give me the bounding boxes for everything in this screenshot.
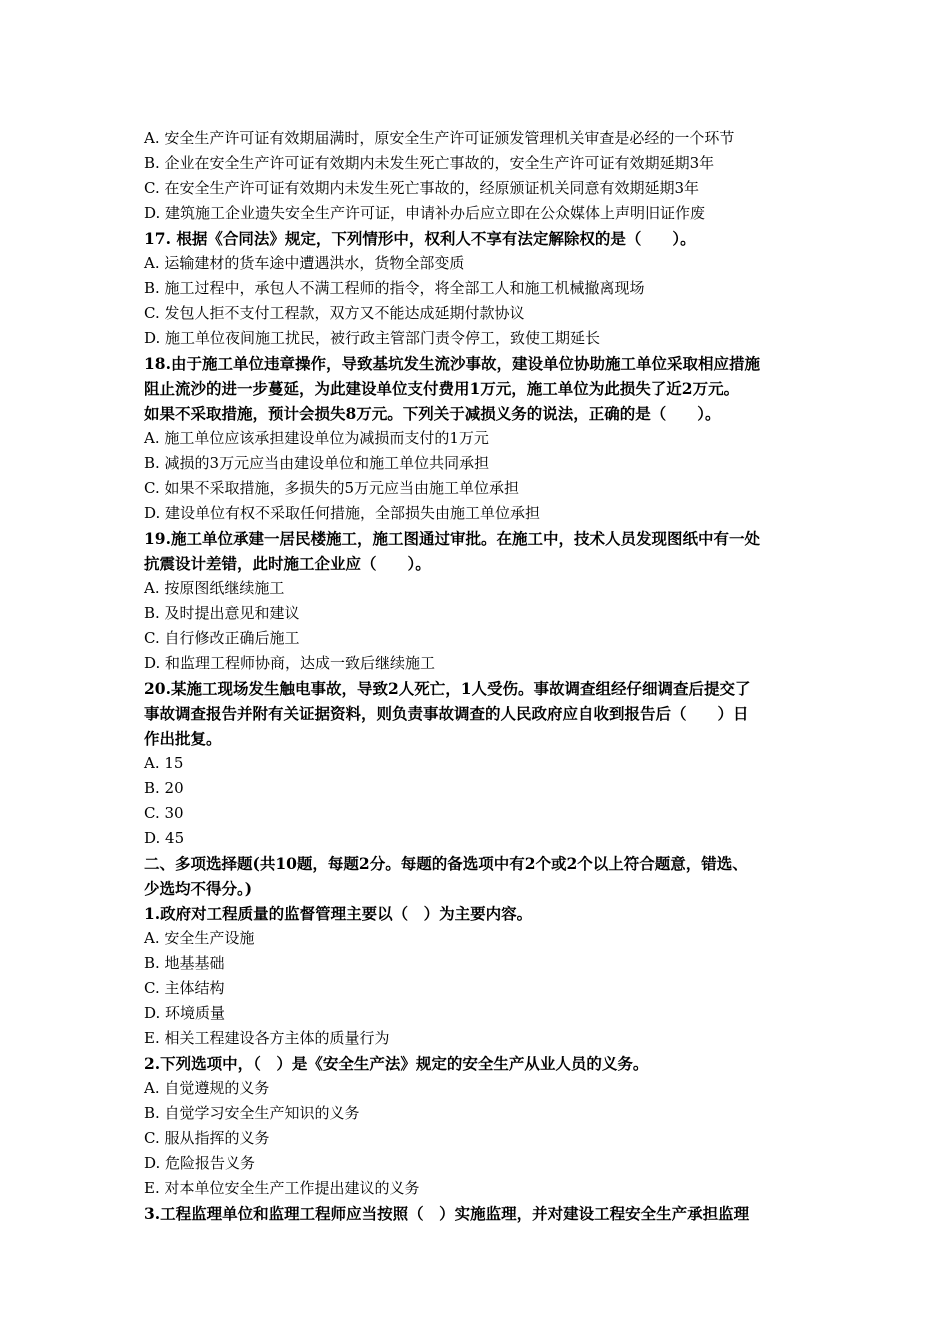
- answer-option: E. 对本单位安全生产工作提出建议的义务: [144, 1179, 420, 1197]
- question-text: 17. 根据《合同法》规定，下列情形中，权利人不享有法定解除权的是（ ）。: [144, 229, 696, 248]
- question-text: 作出批复。: [144, 729, 222, 748]
- section-heading: 二、多项选择题(共10题，每题2分。每题的备选项中有2个或2个以上符合题意，错选、: [144, 854, 748, 873]
- answer-option: D. 危险报告义务: [144, 1154, 256, 1172]
- answer-option: D. 建筑施工企业遗失安全生产许可证，申请补办后应立即在公众媒体上声明旧证作废: [144, 204, 706, 222]
- question-text: 20.某施工现场发生触电事故，导致2人死亡，1人受伤。事故调查组经仔细调查后提交了: [144, 679, 751, 698]
- answer-option: C. 主体结构: [144, 979, 225, 997]
- answer-option: B. 自觉学习安全生产知识的义务: [144, 1104, 360, 1122]
- answer-option: C. 服从指挥的义务: [144, 1129, 270, 1147]
- answer-option: B. 及时提出意见和建议: [144, 604, 300, 622]
- answer-option: C. 30: [144, 804, 184, 822]
- question-text: 3.工程监理单位和监理工程师应当按照（ ）实施监理，并对建设工程安全生产承担监理: [144, 1204, 750, 1223]
- question-text: 19.施工单位承建一居民楼施工，施工图通过审批。在施工中，技术人员发现图纸中有一处: [144, 529, 760, 548]
- answer-option: C. 在安全生产许可证有效期内未发生死亡事故的，经原颁证机关同意有效期延期3年: [144, 179, 700, 197]
- question-text: 2.下列选项中，（ ）是《安全生产法》规定的安全生产从业人员的义务。: [144, 1054, 649, 1073]
- section-heading: 少选均不得分。): [144, 879, 253, 898]
- question-text: 18.由于施工单位违章操作，导致基坑发生流沙事故，建设单位协助施工单位采取相应措施: [144, 354, 760, 373]
- question-text: 事故调查报告并附有关证据资料，则负责事故调查的人民政府应自收到报告后（ ）日: [144, 704, 749, 723]
- answer-option: D. 施工单位夜间施工扰民，被行政主管部门责令停工，致使工期延长: [144, 329, 601, 347]
- answer-option: D. 45: [144, 829, 185, 847]
- question-text: 抗震设计差错，此时施工企业应（ ）。: [144, 554, 431, 573]
- answer-option: C. 如果不采取措施，多损失的5万元应当由施工单位承担: [144, 479, 520, 497]
- answer-option: C. 发包人拒不支付工程款，双方又不能达成延期付款协议: [144, 304, 525, 322]
- answer-option: A. 安全生产许可证有效期届满时，原安全生产许可证颁发管理机关审查是必经的一个环节: [144, 129, 735, 147]
- answer-option: A. 15: [144, 754, 184, 772]
- answer-option: D. 环境质量: [144, 1004, 226, 1022]
- answer-option: B. 减损的3万元应当由建设单位和施工单位共同承担: [144, 454, 490, 472]
- question-text: 如果不采取措施，预计会损失8万元。下列关于减损义务的说法，正确的是（ ）。: [144, 404, 721, 423]
- answer-option: E. 相关工程建设各方主体的质量行为: [144, 1029, 390, 1047]
- answer-option: B. 施工过程中，承包人不满工程师的指令，将全部工人和施工机械撤离现场: [144, 279, 645, 297]
- answer-option: B. 企业在安全生产许可证有效期内未发生死亡事故的，安全生产许可证有效期延期3年: [144, 154, 715, 172]
- answer-option: B. 地基基础: [144, 954, 225, 972]
- question-text: 1.政府对工程质量的监督管理主要以（ ）为主要内容。: [144, 904, 533, 923]
- answer-option: A. 施工单位应该承担建设单位为减损而支付的1万元: [144, 429, 489, 447]
- answer-option: C. 自行修改正确后施工: [144, 629, 300, 647]
- answer-option: B. 20: [144, 779, 184, 797]
- answer-option: A. 自觉遵规的义务: [144, 1079, 270, 1097]
- question-text: 阻止流沙的进一步蔓延，为此建设单位支付费用1万元，施工单位为此损失了近2万元。: [144, 379, 740, 398]
- answer-option: A. 安全生产设施: [144, 929, 255, 947]
- answer-option: A. 按原图纸继续施工: [144, 579, 285, 597]
- answer-option: A. 运输建材的货车途中遭遇洪水，货物全部变质: [144, 254, 465, 272]
- answer-option: D. 建设单位有权不采取任何措施，全部损失由施工单位承担: [144, 504, 541, 522]
- answer-option: D. 和监理工程师协商，达成一致后继续施工: [144, 654, 436, 672]
